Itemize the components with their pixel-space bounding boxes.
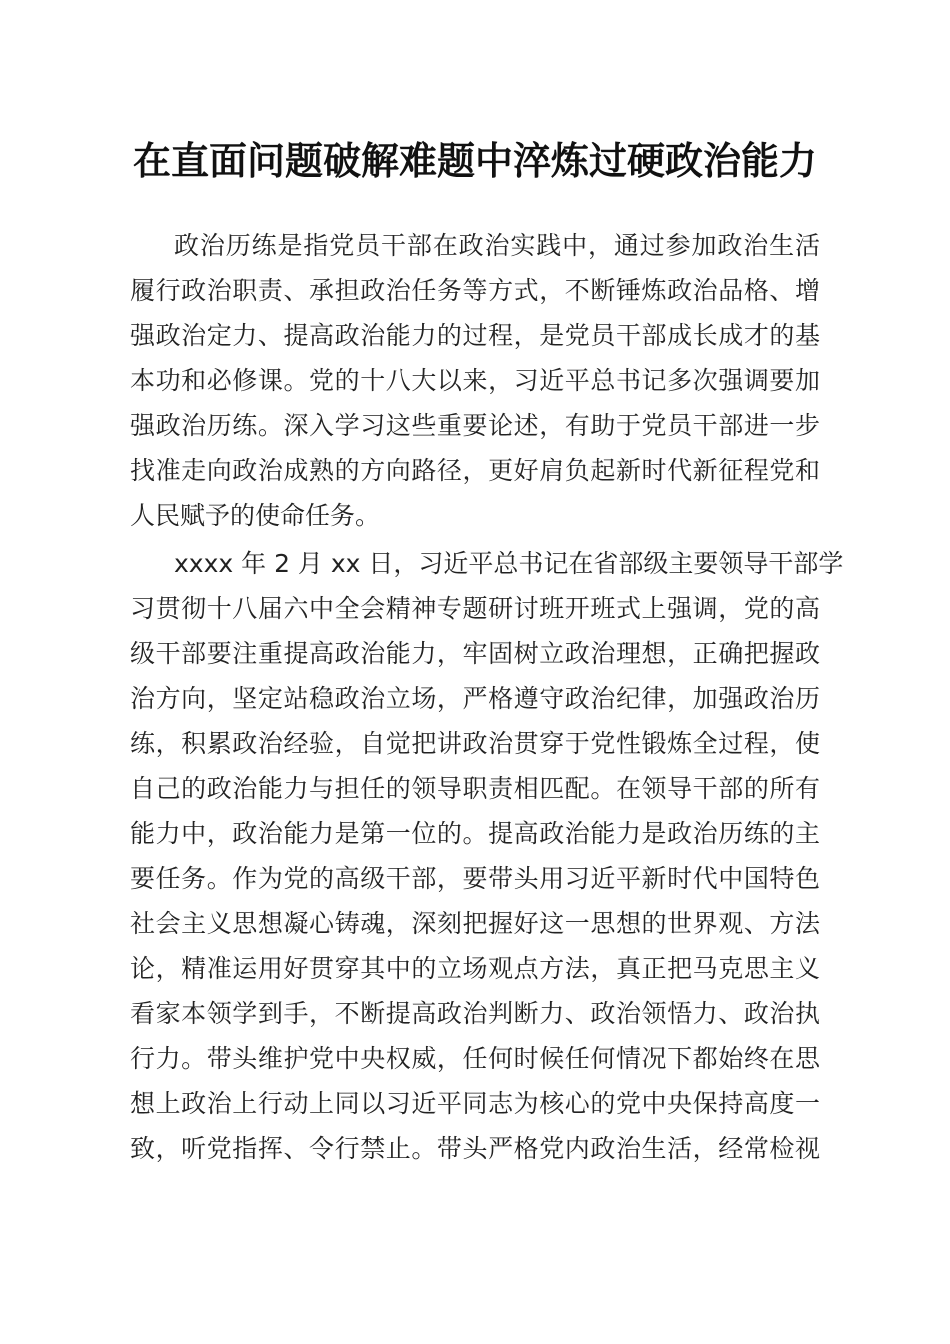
paragraph-2-line: 致，听党指挥、令行禁止。带头严格党内政治生活，经常检视 xyxy=(130,1134,820,1163)
paragraph-2-line: 论，精准运用好贯穿其中的立场观点方法，真正把马克思主义 xyxy=(130,954,820,983)
paragraph-1 xyxy=(130,223,820,538)
paragraph-1-line: 强政治历练。深入学习这些重要论述，有助于党员干部进一步 xyxy=(130,411,820,440)
paragraph-2-line: 想上政治上行动上同以习近平同志为核心的党中央保持高度一 xyxy=(130,1089,820,1118)
paragraph-1-line: 政治历练是指党员干部在政治实践中，通过参加政治生活 xyxy=(174,231,820,260)
paragraph-2-line: 社会主义思想凝心铸魂，深刻把握好这一思想的世界观、方法 xyxy=(130,909,820,938)
paragraph-2-line: 习贯彻十八届六中全会精神专题研讨班开班式上强调，党的高 xyxy=(130,594,820,623)
paragraph-2-line: 要任务。作为党的高级干部，要带头用习近平新时代中国特色 xyxy=(130,864,820,893)
paragraph-2-line: 级干部要注重提高政治能力，牢固树立政治理想，正确把握政 xyxy=(130,639,820,668)
paragraph-1-line: 履行政治职责、承担政治任务等方式，不断锤炼政治品格、增 xyxy=(130,276,820,305)
paragraph-1-line: 强政治定力、提高政治能力的过程，是党员干部成长成才的基 xyxy=(130,321,820,350)
paragraph-1-line: 人民赋予的使命任务。 xyxy=(130,501,381,530)
paragraph-1-line: 本功和必修课。党的十八大以来，习近平总书记多次强调要加 xyxy=(130,366,820,395)
page-title: 在直面问题破解难题中淬炼过硬政治能力 xyxy=(132,138,817,183)
paragraph-2-line: 能力中，政治能力是第一位的。提高政治能力是政治历练的主 xyxy=(130,819,820,848)
paragraph-2-line: xxxx 年 2 月 xx 日，习近平总书记在省部级主要领导干部学 xyxy=(174,549,844,578)
paragraph-2-line: 行力。带头维护党中央权威，任何时候任何情况下都始终在思 xyxy=(130,1044,820,1073)
paragraph-2-line: 练，积累政治经验，自觉把讲政治贯穿于党性锻炼全过程，使 xyxy=(130,729,820,758)
paragraph-2 xyxy=(130,541,844,1171)
paragraph-2-line: 治方向，坚定站稳政治立场，严格遵守政治纪律，加强政治历 xyxy=(130,684,820,713)
paragraph-1-line: 找准走向政治成熟的方向路径，更好肩负起新时代新征程党和 xyxy=(130,456,820,485)
paragraph-2-line: 自己的政治能力与担任的领导职责相匹配。在领导干部的所有 xyxy=(130,774,820,803)
paragraph-2-line: 看家本领学到手，不断提高政治判断力、政治领悟力、政治执 xyxy=(130,999,820,1028)
